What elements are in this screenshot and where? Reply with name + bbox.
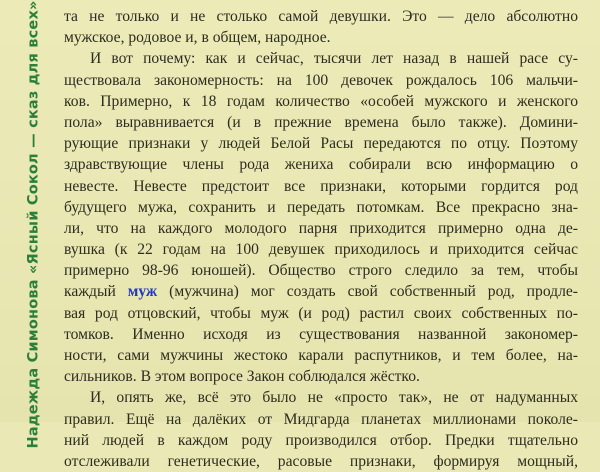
text-segment: ли, что на каждого молодого парня приходится примерно одна де- <box>64 219 578 237</box>
text-line <box>64 133 578 154</box>
spine-inner <box>25 0 41 448</box>
text-segment: ности, сами мужчины жестоко карали распутников, и тем более, на- <box>64 347 578 364</box>
text-line <box>64 70 578 91</box>
text-line <box>64 430 578 451</box>
text-segment: рующие признаки у людей Белой Расы передаются по отцу. Поэтому <box>64 135 578 153</box>
text-line <box>64 345 578 366</box>
text-line <box>64 451 578 472</box>
text-segment: пола» выравнивается (и в прежние времена было также). Домини- <box>64 113 578 131</box>
text-line <box>64 112 578 133</box>
text-segment: И вот почему: как и сейчас, тысячи лет назад в нашей расе су- <box>90 50 578 68</box>
text-line <box>64 27 578 48</box>
text-line <box>64 239 578 260</box>
text-line <box>64 366 578 387</box>
book-title: Надежда Симонова «Ясный Сокол — сказ для всех» <box>25 0 41 449</box>
text-line <box>64 91 578 112</box>
text-line <box>64 6 578 27</box>
text-segment: вушка (к 22 годам на 100 девушек приходилось и приходится сейчас <box>64 241 578 259</box>
text-segment: томков. Именно исходя из существования названной закономер- <box>64 325 578 343</box>
text-line <box>64 324 578 345</box>
text-segment: вая род отцовский, чтобы муж (и род) растил своих собственных по- <box>64 304 578 322</box>
text-segment: ний людей в каждом роду производился отбор. Предки тщательно <box>64 431 578 449</box>
text-segment: правил. Ещё на далёких от Мидгарда планетах миллионами поколе- <box>64 410 578 428</box>
text-segment: ков. Примерно, к 18 годам количество «особей мужского и женского <box>64 92 578 110</box>
text-line <box>64 197 578 218</box>
text-segment: сильников. В этом вопросе Закон соблюдался жёстко. <box>64 368 420 386</box>
text-segment: здравствующие члены рода жениха собирали всю информацию о <box>64 156 578 174</box>
text-segment: будущего мужа, сохранить и передать потомкам. Все прекрасно зна- <box>64 198 578 216</box>
text-line <box>64 303 578 324</box>
spine-header <box>20 0 46 449</box>
text-segment: каждый <box>64 283 128 301</box>
text-line <box>64 218 578 239</box>
highlighted-word: муж <box>127 283 158 301</box>
text-line <box>64 48 578 69</box>
text-segment: невесте. Невесте предстоит все признаки, которыми гордится род <box>64 177 578 195</box>
body-text <box>64 6 578 472</box>
text-segment: та не только и не столько самой девушки. Это — дело абсолютно <box>64 8 578 25</box>
text-segment: И, опять же, всё это было не «просто так», не от надуманных <box>90 389 578 407</box>
text-line <box>64 176 578 197</box>
text-line <box>64 409 578 430</box>
text-line <box>64 387 578 408</box>
text-line <box>64 154 578 175</box>
text-segment: отслеживали генетические, расовые признаки, формируя мощный, <box>64 452 578 470</box>
text-segment: мужское, родовое и, в общем, народное. <box>64 29 331 47</box>
text-line <box>64 260 578 281</box>
text-segment: (мужчина) мог создать свой собственный род, продле- <box>157 283 578 301</box>
text-segment: ществовала закономерность: на 100 девочек рождалось 106 мальчи- <box>64 71 578 89</box>
text-segment: примерно 98-96 юношей). Общество строго следило за тем, чтобы <box>64 262 578 280</box>
text-line <box>64 281 578 302</box>
